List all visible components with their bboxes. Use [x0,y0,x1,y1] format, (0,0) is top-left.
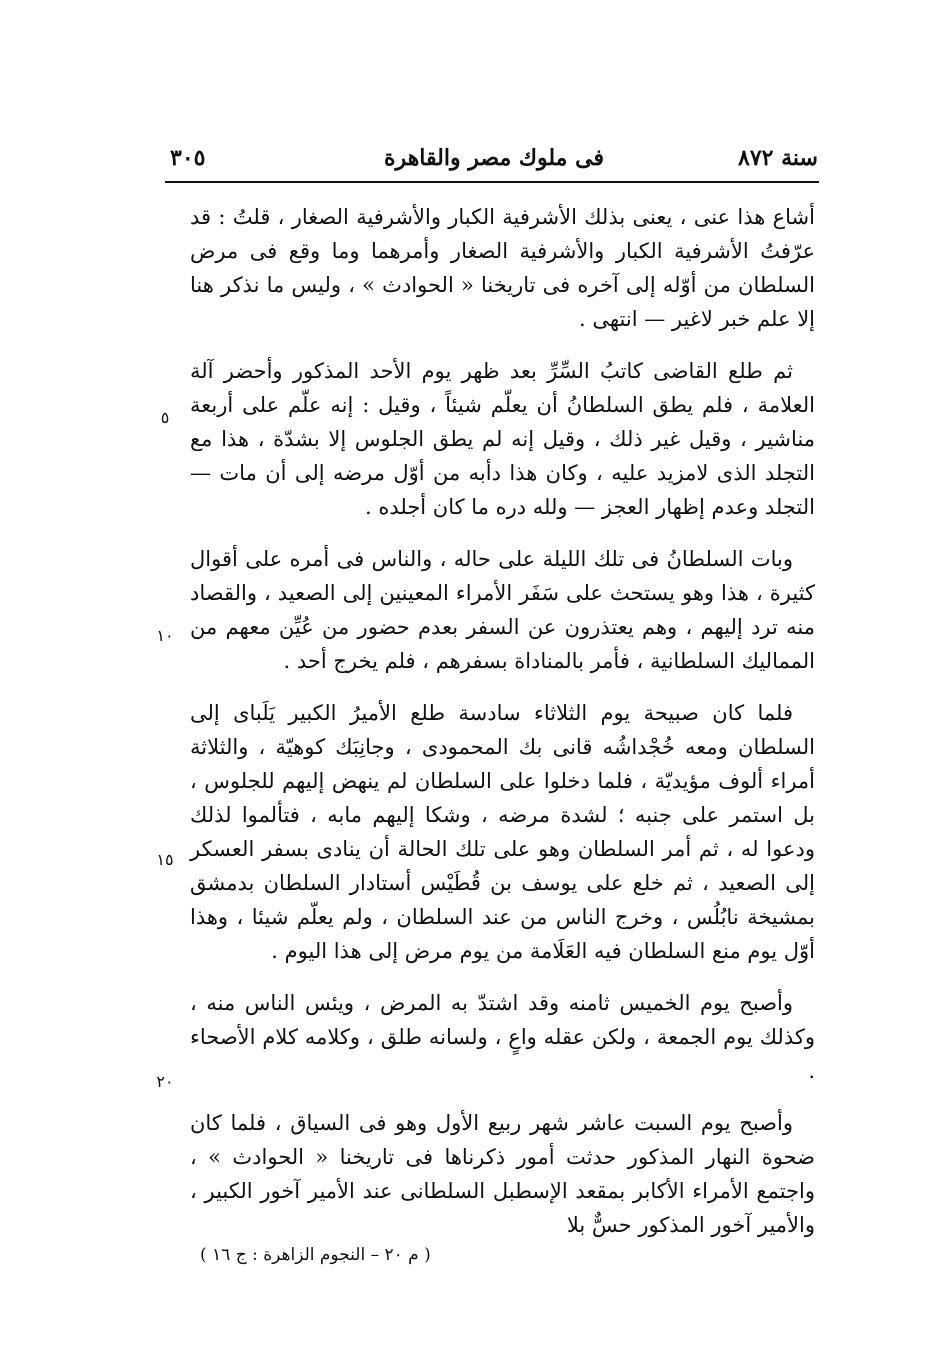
header-year: سنة ٨٧٢ [738,145,818,171]
header-title: فى ملوك مصر والقاهرة [384,145,604,171]
paragraph: ثم طلع القاضى كاتبُ السِّرِّ بعد ظهر يوم الأحد المذكور وأحضر آلة العلامة ، فلم يطق السلطانُ أن يعلّم شيئاً ، وقيل : إنه علّم على أربعة مناشير ، وقيل غير ذلك ، وقيل إنه لم يطق الجلوس إلا بشدّة ، هذا مع التجلد الذى لامزيد عليه ، وكان هذا دأبه من أوّل مرضه إلى أن مات — التجلد وعدم إظهار العجز — ولله دره ما كان أجلده . [190,359,815,519]
paragraph: فلما كان صبيحة يوم الثلاثاء سادسة طلع الأميرُ الكبير يَلَباى إلى السلطان ومعه خُجْداشُه قانى بك المحمودى ، وجانِبَك كوهيّة ، والثلاثة أمراء ألوف مؤيديّة ، فلما دخلوا على السلطان لم ينهض إليهم للجلوس ، بل استمر على جنبه ؛ لشدة مرضه ، وشكا إليهم مابه ، فتألموا لذلك ودعوا له ، ثم أمر السلطان وهو على تلك الحالة أن ينادى بسفر العسكر إلى الصعيد ، ثم خلع على يوسف بن قُطَيْس أستادار السلطان بدمشق بمشيخة نابُلُس ، وخرج الناس من عند السلطان ، ولم يعلّم شيئا ، وهذا أوّل يوم منع السلطان فيه العَلَامة من يوم مرض إلى هذا اليوم . [190,701,815,963]
margin-line-number: ٥ [160,408,170,427]
margin-line-number: ١٠ [156,626,174,645]
main-text [190,200,815,1260]
running-header [170,145,818,179]
paragraph: وأصبح يوم السبت عاشر شهر ربيع الأول وهو فى السياق ، فلما كان ضحوة النهار المذكور حدثت أمور ذكرناها فى تاريخنا « الحوادث » ، واجتمع الأمراء الأكابر بمقعد الإسطبل السلطانى عند الأمير آخور الكبير ، والأمير آخور المذكور حسٌّ بلا [190,1111,815,1237]
paragraph: وبات السلطانُ فى تلك الليلة على حاله ، والناس فى أمره على أقوال كثيرة ، هذا وهو يستحث على سَفَر الأمراء المعينين إلى الصعيد ، والقصاد منه ترد إليهم ، وهم يعتذرون عن السفر بعدم حضور من عُيِّن معهم من المماليك السلطانية ، فأمر بالمناداة بسفرهم ، فلم يخرج أحد . [190,547,815,673]
paragraph: وأصبح يوم الخميس ثامنه وقد اشتدّ به المرض ، ويئس الناس منه ، وكذلك يوم الجمعة ، ولكن عقله واعٍ ، ولسانه طلق ، وكلامه كلام الأصحاء . [190,991,815,1083]
header-rule [165,181,819,183]
margin-line-number: ١٥ [156,850,174,869]
paragraph: أشاع هذا عنى ، يعنى بذلك الأشرفية الكبار والأشرفية الصغار ، قلتُ : قد عرّفتُ الأشرفية الكبار والأشرفية الصغار وأمرهما وما وقع فى مرض السلطان من أوّله إلى آخره فى تاريخنا « الحوادث » ، وليس ما نذكر هنا إلا علم خبر لاغير — انتهى . [190,205,815,331]
signature-mark: ( م ٢٠ – النجوم الزاهرة : ج ١٦ ) [200,1245,431,1265]
page-number: ٣٠٥ [170,145,206,171]
margin-line-number: ٢٠ [156,1072,174,1091]
